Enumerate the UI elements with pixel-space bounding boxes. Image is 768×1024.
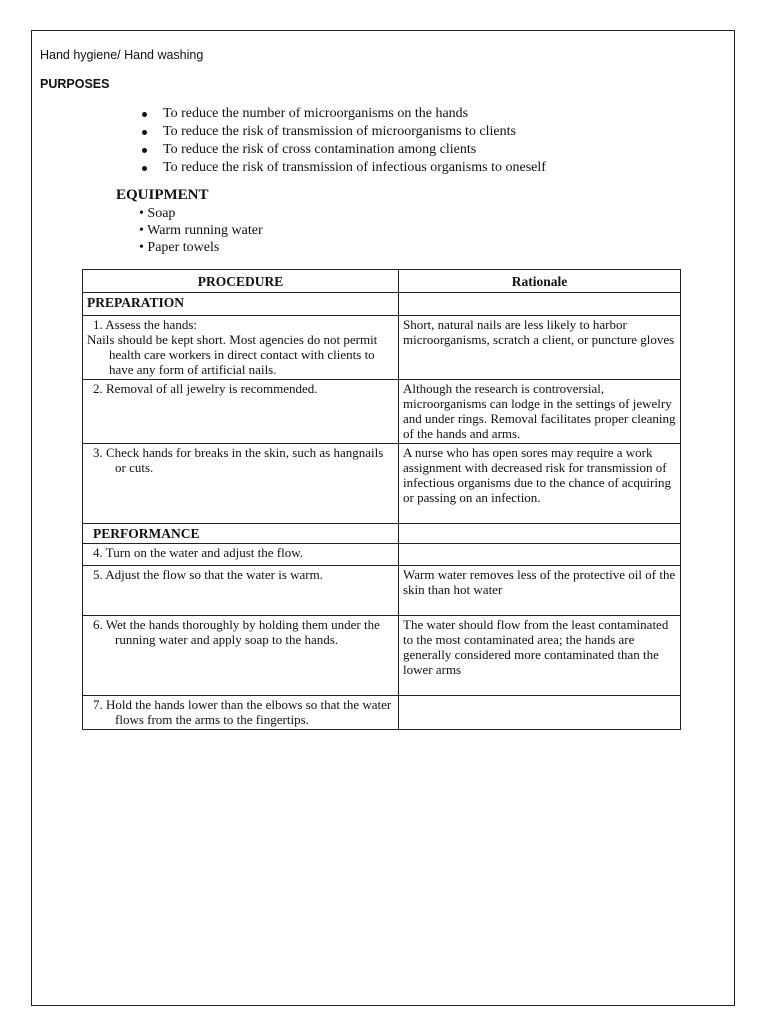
table-row xyxy=(83,380,681,444)
document-title: Hand hygiene/ Hand washing xyxy=(40,48,204,62)
rationale-cell: The water should flow from the least contaminated to the most contaminated area; the hands are generally considered more contaminated than the lower arms xyxy=(399,616,681,696)
purposes-list xyxy=(139,105,546,177)
equipment-list xyxy=(139,205,263,256)
procedure-column-header: PROCEDURE xyxy=(83,270,399,293)
step-text: 5. Adjust the flow so that the water is warm. xyxy=(93,567,323,582)
table-row xyxy=(83,566,681,616)
table-row xyxy=(83,616,681,696)
table-header-row xyxy=(83,270,681,293)
equipment-item: • Soap xyxy=(139,206,176,221)
purpose-item: To reduce the risk of cross contamination among clients xyxy=(139,141,546,159)
section-row-performance xyxy=(83,524,681,544)
procedure-cell xyxy=(83,696,399,730)
equipment-item: • Paper towels xyxy=(139,240,220,255)
rationale-cell: Short, natural nails are less likely to harbor microorganisms, scratch a client, or puncture gloves xyxy=(399,316,681,380)
step-detail: Nails should be kept short. Most agencies do not permit health care workers in direct contact with clients to have any form of artificial nails. xyxy=(87,332,378,377)
equipment-heading: EQUIPMENT xyxy=(116,187,209,203)
purpose-item: To reduce the number of microorganisms on the hands xyxy=(139,105,546,123)
empty-cell xyxy=(399,293,681,316)
step-text: 6. Wet the hands thoroughly by holding them under the running water and apply soap to the hands. xyxy=(93,617,380,647)
procedure-table xyxy=(82,269,681,730)
purposes-heading: PURPOSES xyxy=(40,77,110,91)
step-text: 1. Assess the hands: xyxy=(93,317,197,332)
table-row xyxy=(83,544,681,566)
procedure-cell xyxy=(83,616,399,696)
step-text: 4. Turn on the water and adjust the flow. xyxy=(93,545,304,560)
procedure-cell xyxy=(83,444,399,524)
purpose-item: To reduce the risk of transmission of infectious organisms to oneself xyxy=(139,159,546,177)
section-label: PREPARATION xyxy=(83,293,399,316)
rationale-cell: A nurse who has open sores may require a work assignment with decreased risk for transmission of infectious organisms due to the chance of acquiring or passing on an infection. xyxy=(399,444,681,524)
table-row xyxy=(83,316,681,380)
section-label: PERFORMANCE xyxy=(83,524,399,544)
rationale-cell xyxy=(399,544,681,566)
procedure-cell xyxy=(83,566,399,616)
table-row xyxy=(83,696,681,730)
step-text: 2. Removal of all jewelry is recommended. xyxy=(93,381,318,396)
step-text: 7. Hold the hands lower than the elbows so that the water flows from the arms to the fingertips. xyxy=(93,697,392,727)
section-row-preparation xyxy=(83,293,681,316)
purpose-item: To reduce the risk of transmission of microorganisms to clients xyxy=(139,123,546,141)
step-text: 3. Check hands for breaks in the skin, such as hangnails or cuts. xyxy=(93,445,384,475)
procedure-cell xyxy=(83,380,399,444)
rationale-cell xyxy=(399,696,681,730)
procedure-cell xyxy=(83,544,399,566)
table-row xyxy=(83,444,681,524)
rationale-column-header: Rationale xyxy=(399,270,681,293)
rationale-cell: Although the research is controversial, microorganisms can lodge in the settings of jewelry and under rings. Removal facilitates proper cleaning of the hands and arms. xyxy=(399,380,681,444)
empty-cell xyxy=(399,524,681,544)
procedure-cell xyxy=(83,316,399,380)
rationale-cell: Warm water removes less of the protective oil of the skin than hot water xyxy=(399,566,681,616)
equipment-item: • Warm running water xyxy=(139,223,263,238)
